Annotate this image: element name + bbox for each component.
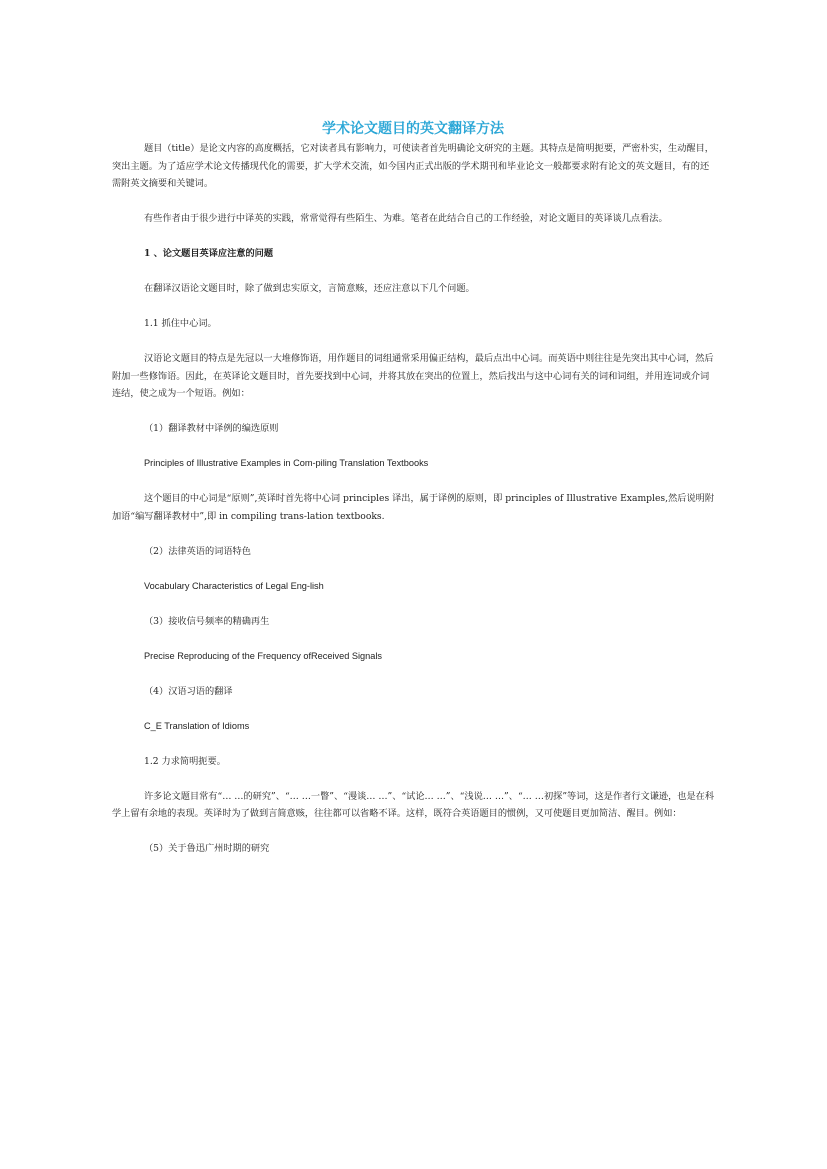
example-2-english: Vocabulary Characteristics of Legal Eng-lish (144, 580, 324, 591)
example-3-chinese: （3）接收信号频率的精确再生 (144, 615, 270, 627)
paragraph-center-word: 汉语论文题目的特点是先冠以一大堆修饰语，用作题目的词组通常采用偏正结构，最后点出中心词。而英语中则往往是先突出其中心词，然后附加一些修饰语。因此，在英译论文题目时，首先要找到中心词，并将其放在突出的位置上，然后找出与这中心词有关的词和词组，并用连词或介词连结，使之成为一个短语。例如： (112, 353, 714, 399)
example-4-chinese: （4）汉语习语的翻译 (144, 685, 233, 697)
paragraph-translation-issues: 在翻译汉语论文题目时，除了做到忠实原文，言简意赅，还应注意以下几个问题。 (144, 283, 475, 294)
subsection-heading-1-1: 1.1 抓住中心词。 (144, 318, 217, 329)
document-title: 学术论文题目的英文翻译方法 (322, 121, 504, 137)
paragraph-intro: 题目（title）是论文内容的高度概括，它对读者具有影响力，可使读者首先明确论文研究的主题。其特点是简明扼要，严密朴实，生动醒目，突出主题。为了适应学术论文传播现代化的需要，扩大学术交流，如今国内正式出版的学术期刊和毕业论文一般都要求附有论文的英文题目，有的还需附英文摘要和关键词。 (112, 143, 714, 189)
section-heading-1: 1 、论文题目英译应注意的问题 (144, 248, 274, 259)
example-4-english: C_E Translation of Idioms (144, 720, 250, 731)
subsection-heading-1-2: 1.2 力求简明扼要。 (144, 755, 226, 767)
example-1-english: Principles of Illustrative Examples in Com-piling Translation Textbooks (144, 458, 429, 468)
document-page (112, 119, 714, 858)
example-1-chinese: （1）翻译教材中译例的编选原则 (144, 423, 279, 434)
example-2-chinese: （2）法律英语的词语特色 (144, 545, 251, 557)
example-3-english: Precise Reproducing of the Frequency ofReceived Signals (144, 650, 382, 661)
paragraph-example-1-explanation: 这个题目的中心词是“原则”,英译时首先将中心词 principles 译出，属于译例的原则，即 principles of Illustrative Examples,然后说明附加语“编写翻译教材中”,即 in compiling trans-lation textbooks. (112, 493, 715, 522)
paragraph-concise: 许多论文题目常有“… …的研究”、“… …一瞥”、“漫谈… …”、“试论… …”、“浅说… …”、“… …初探”等词，这是作者行文谦逊，也是在科学上留有余地的表现。英译时为了做到言简意赅，往往都可以省略不译。这样，既符合英语题目的惯例，又可使题目更加简洁、醒目。例如： (112, 790, 715, 819)
example-5-chinese: （5）关于鲁迅广州时期的研究 (144, 843, 270, 854)
paragraph-authors-note: 有些作者由于很少进行中译英的实践，常常觉得有些陌生、为难。笔者在此结合自己的工作经验，对论文题目的英译谈几点看法。 (144, 213, 668, 224)
